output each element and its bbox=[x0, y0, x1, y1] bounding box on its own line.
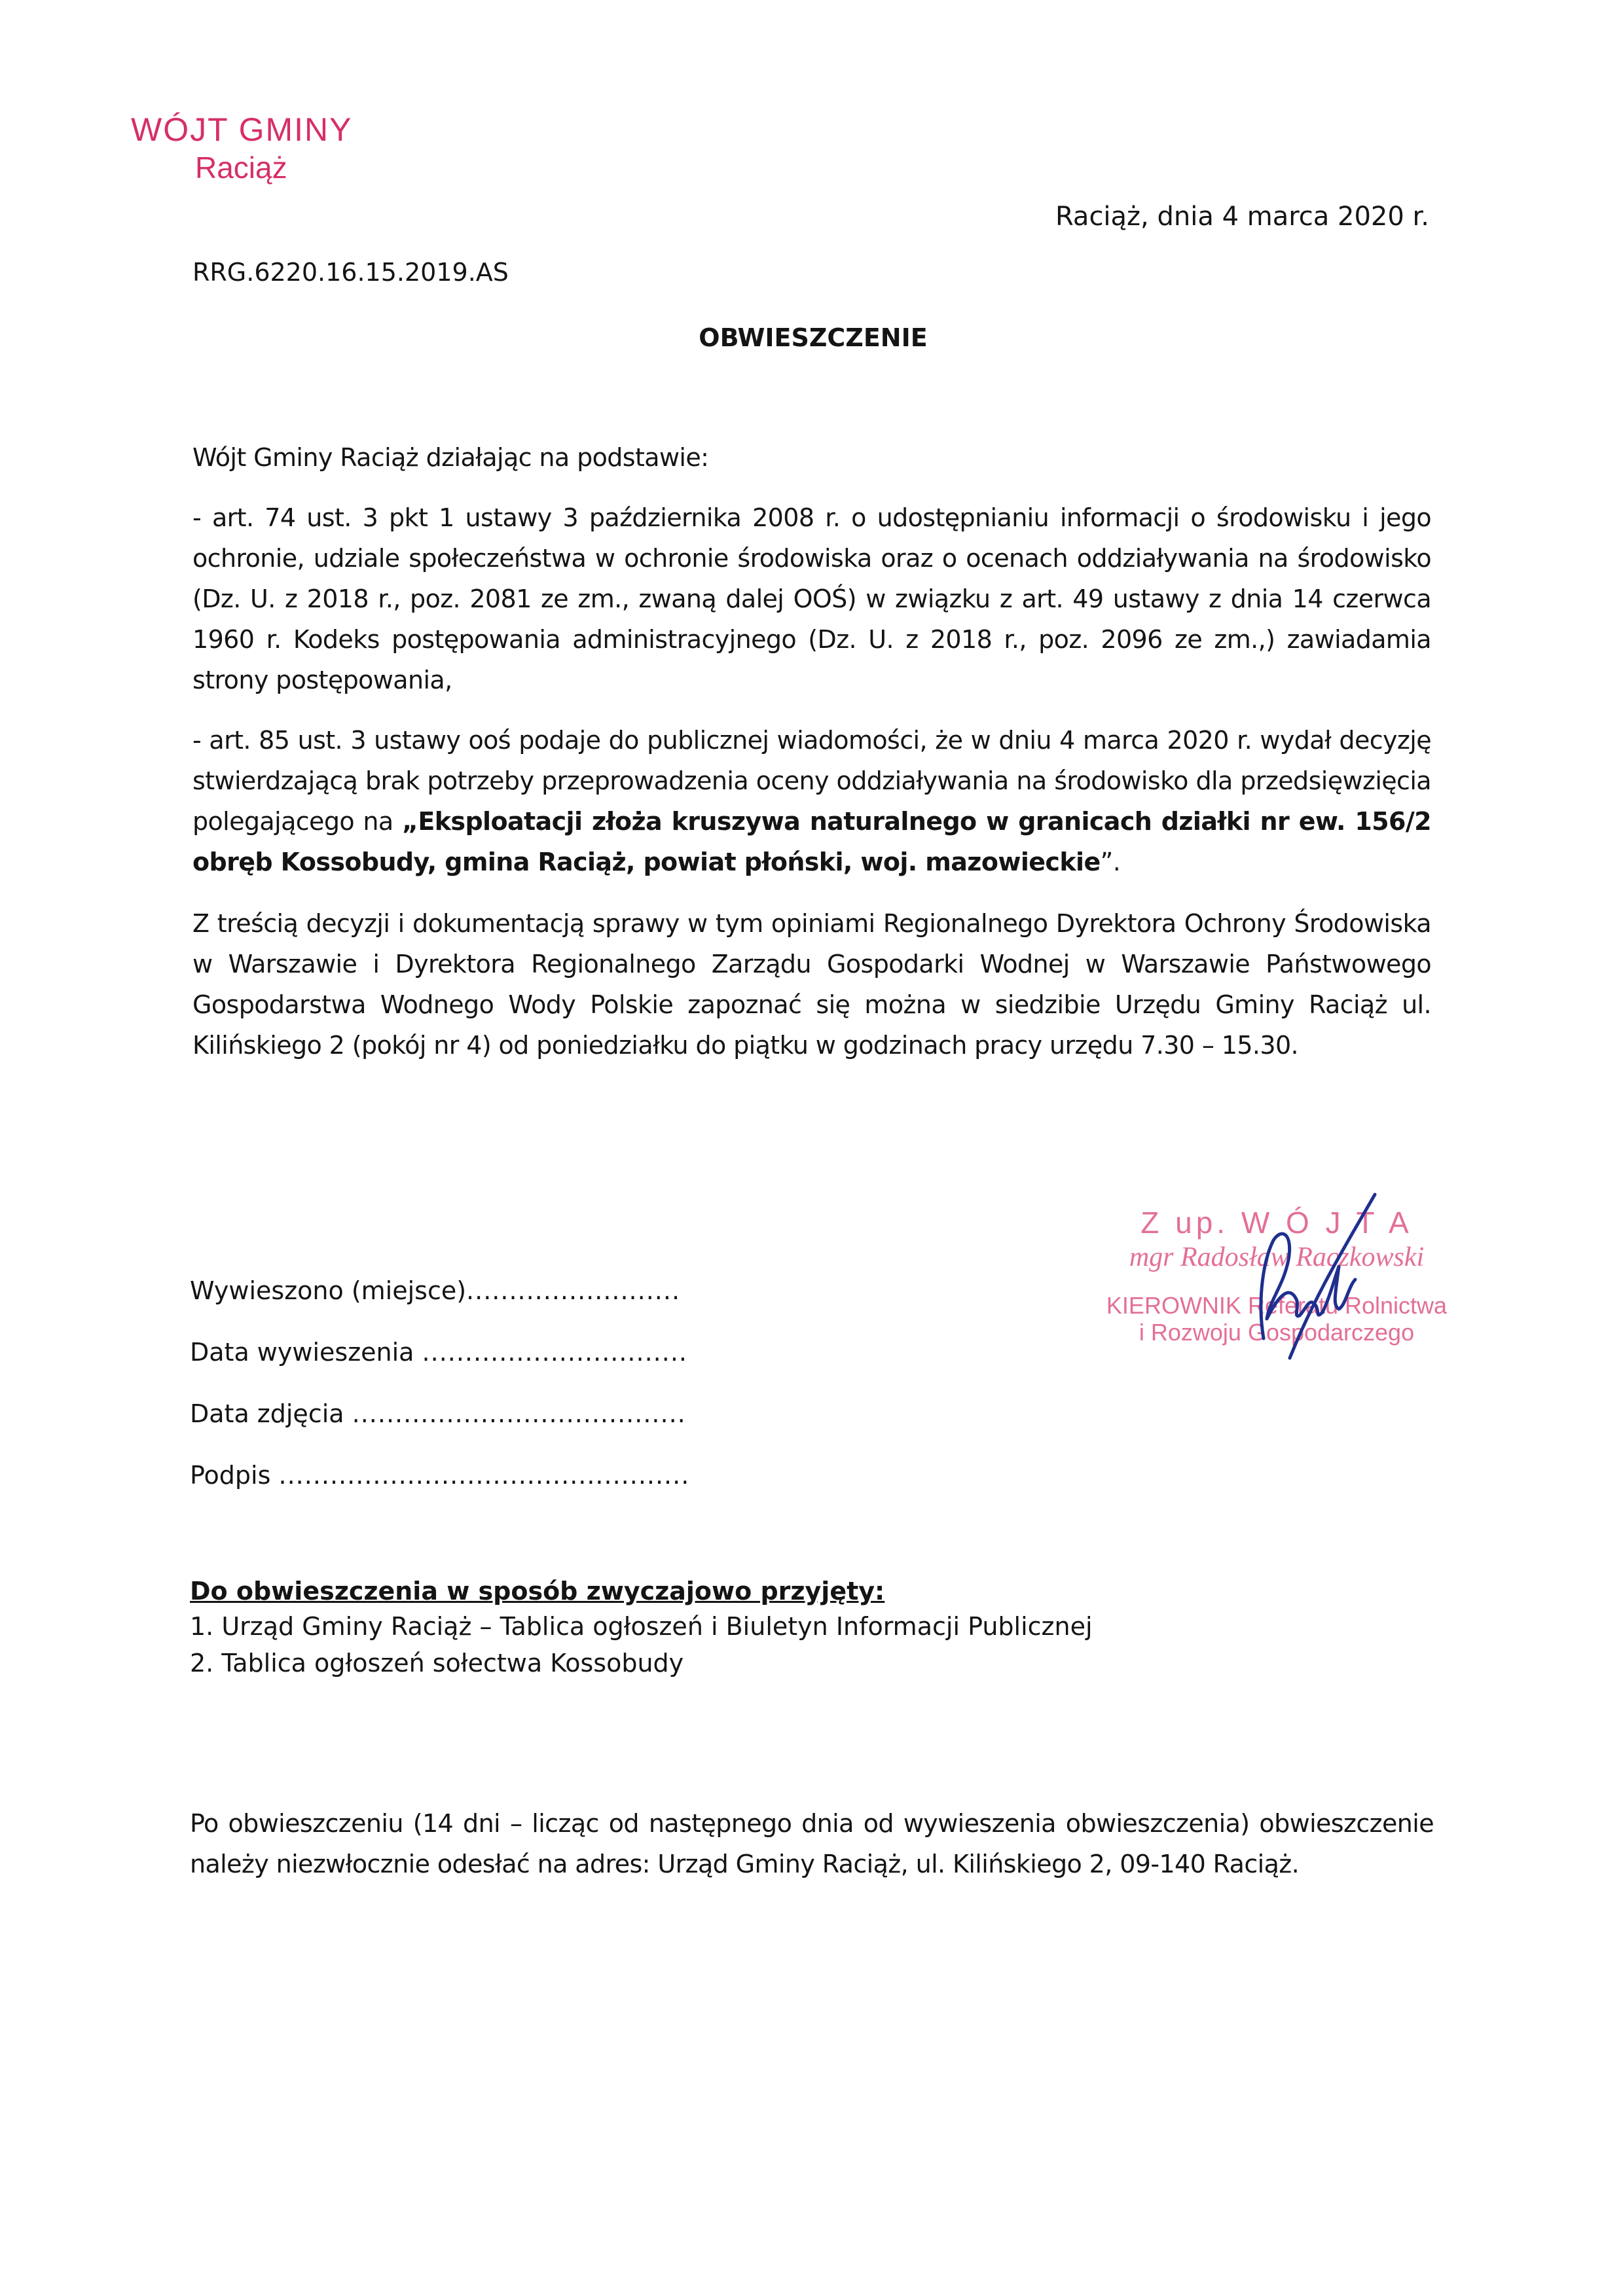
stamp-line-title: WÓJT GMINY bbox=[131, 111, 353, 148]
distribution-item: 1. Urząd Gminy Raciąż – Tablica ogłoszeń i Biuletyn Informacji Publicznej bbox=[190, 1612, 1093, 1641]
paragraph-2-start: - art. 85 ust. 3 ustawy ooś podaje do publicznej wiadomości, że w dniu 4 marca 2020 r. wydał decyzję stwierdzającą brak potrzeby przeprowadzenia oceny oddziaływania na środowisko dla przedsięwzięcia polegającego na bbox=[192, 726, 1431, 836]
return-instructions bbox=[190, 1803, 1434, 1884]
project-name-bold: „Eksploatacji złoża kruszywa naturalnego w granicach działki nr ew. 156/2 obręb Kossobudy, gmina Raciąż, powiat płoński, woj. mazowieckie bbox=[192, 807, 1431, 876]
field-blank: ......................... bbox=[466, 1276, 681, 1305]
paragraph-decision bbox=[192, 720, 1431, 882]
header-stamp bbox=[131, 110, 353, 186]
signature-stamp-authority: Z up. W Ó J T A bbox=[1140, 1206, 1413, 1240]
signature-stamp-department: i Rozwoju Gospodarczego bbox=[1139, 1319, 1415, 1346]
field-signature bbox=[190, 1444, 689, 1506]
field-blank: ................................................ bbox=[278, 1461, 690, 1490]
field-blank: ............................... bbox=[422, 1338, 687, 1367]
posting-fields bbox=[190, 1260, 689, 1506]
field-posted-place bbox=[190, 1260, 689, 1321]
field-label: Data wywieszenia bbox=[190, 1338, 422, 1367]
paragraph-2-end: ”. bbox=[1100, 848, 1121, 876]
paragraph-inspection-info bbox=[192, 903, 1431, 1066]
paragraph-legal-basis bbox=[192, 497, 1431, 700]
signature-stamp-position: KIEROWNIK Referatu Rolnictwa bbox=[1106, 1292, 1448, 1319]
intro-text: Wójt Gminy Raciąż działając na podstawie: bbox=[192, 443, 709, 472]
distribution-item: 2. Tablica ogłoszeń sołectwa Kossobudy bbox=[190, 1649, 684, 1677]
paragraph-3-text: Z treścią decyzji i dokumentacją sprawy w tym opiniami Regionalnego Dyrektora Ochrony Środowiska w Warszawie i Dyrektora Regionalnego Zarządu Gospodarki Wodnej w Warszawie Państwowego Gospodarstwa Wodnego Wody Polskie zapoznać się można w siedzibie Urzędu Gminy Raciąż ul. Kilińskiego 2 (pokój nr 4) od poniedziałku do piątku w godzinach pracy urzędu 7.30 – 15.30. bbox=[192, 909, 1431, 1060]
field-blank: ....................................... bbox=[352, 1399, 686, 1428]
field-label: Wywieszono (miejsce) bbox=[190, 1276, 467, 1305]
field-posted-date bbox=[190, 1321, 689, 1383]
field-label: Data zdjęcia bbox=[190, 1399, 352, 1428]
distribution-heading: Do obwieszczenia w sposób zwyczajowo przyjęty: bbox=[190, 1577, 885, 1605]
paragraph-1-text: - art. 74 ust. 3 pkt 1 ustawy 3 października 2008 r. o udostępnianiu informacji o środowisku i jego ochronie, udziale społeczeństwa w ochronie środowiska oraz o ocenach oddziaływania na środowisko (Dz. U. z 2018 r., poz. 2081 ze zm., zwaną dalej OOŚ) w związku z art. 49 ustawy z dnia 14 czerwca 1960 r. Kodeks postępowania administracyjnego (Dz. U. z 2018 r., poz. 2096 ze zm.,) zawiadamia strony postępowania, bbox=[192, 503, 1431, 694]
return-instructions-text: Po obwieszczeniu (14 dni – licząc od następnego dnia od wywieszenia obwieszczenia) obwieszczenie należy niezwłocznie odesłać na adres: Urząd Gminy Raciąż, ul. Kilińskiego 2, 09-140 Raciąż. bbox=[190, 1809, 1434, 1878]
distribution-list bbox=[190, 1574, 1093, 1681]
place-date: Raciąż, dnia 4 marca 2020 r. bbox=[1055, 202, 1429, 232]
signature-stamp-name: mgr Radosław Raczkowski bbox=[1129, 1242, 1425, 1272]
paragraph-2-text bbox=[192, 720, 1431, 882]
field-label: Podpis bbox=[190, 1461, 279, 1490]
handwritten-signature-icon bbox=[1218, 1188, 1414, 1365]
document-title: OBWIESZCZENIE bbox=[699, 323, 928, 352]
field-removed-date bbox=[190, 1383, 689, 1444]
reference-number: RRG.6220.16.15.2019.AS bbox=[192, 258, 509, 287]
stamp-line-place: Raciąż bbox=[195, 151, 287, 185]
intro-line bbox=[192, 437, 1431, 478]
